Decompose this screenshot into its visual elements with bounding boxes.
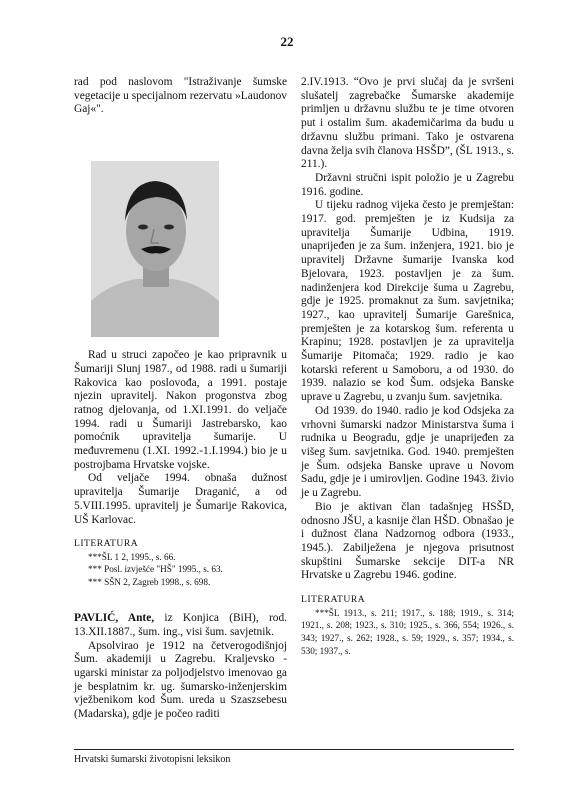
literature-text: ***ŠL 1913., s. 211; 1917., s. 188; 1919., s. 314; 1921., s. 208; 1923., s. 310; 1925., s. 366, 554; 1926., s. 343; 1927., s. 262; 1928., s. 59; 1929., s. 357; 1934., s. 530; 1937., s. <box>301 607 514 656</box>
entry-paragraph-3: Državni stručni ispit položio je u Zagrebu 1916. godine. <box>301 171 514 198</box>
footer-title: Hrvatski šumarski životopisni leksikon <box>74 754 231 765</box>
left-column <box>74 76 287 722</box>
page-number: 22 <box>280 34 294 49</box>
portrait-photo <box>91 161 219 337</box>
career-paragraph-2: Od veljače 1994. obnaša dužnost upravitelja Šumarije Draganić, a od 5.VIII.1995. upravitelj je Šumarije Rakovica, UŠ Karlovac. <box>74 472 287 526</box>
entry-heading <box>74 612 287 639</box>
entry-paragraph-6: Bio je aktivan član tadašnjeg HSŠD, odnosno JŠU, a kasnije član HŠD. Obnašao je i dužnost člana Nadzornog odbora (1933., 1945.). Zabilježena je njegova prisutnost skupštini Šumarske sekcije DIT-a NR Hrvatske u Zagrebu 1946. godine. <box>301 500 514 582</box>
career-paragraph-1: Rad u struci započeo je kao pripravnik u Šumariji Slunj 1987., od 1988. radi u šumariji Rakovica kao poslovođa, a 1991. postaje njezin upravitelj. Nakon progonstva zbog ratnog djelovanja, od 1.XI.1991. do veljače 1994. radi u Šumariji Jastrebarsko, kao pomoćnik upravitelja šumarije. U međuvremenu (1.XI. 1992.-1.I.1994.) bio je u postrojbama Hrvatske vojske. <box>74 349 287 471</box>
right-column <box>301 76 514 657</box>
entry-paragraph-5: Od 1939. do 1940. radio je kod Odsjeka za vrhovni šumarski nadzor Ministarstva šuma i rudnika u Beogradu, gdje je unaprijeđen za višeg šum. savjetnika. God. 1940. premješten je Šum. odsjeka Banske uprave u Novom Sadu, gdje je i umirovljen. Godine 1943. živio je u Zagrebu. <box>301 404 514 500</box>
intro-text: rad pod naslovom "Istraživanje šumske vegetacije u specijalnom rezervatu »Laudonov Gaj«". <box>74 76 287 116</box>
literature-label: LITERATURA <box>301 594 366 606</box>
literature-item: ***ŠL 1 2, 1995., s. 66. <box>88 551 176 562</box>
literature-item: *** SŠN 2, Zagreb 1998., s. 698. <box>88 576 211 587</box>
footer-rule <box>74 749 514 750</box>
literature-item: *** Posl. izvješće "HŠ" 1995., s. 63. <box>88 564 223 575</box>
entry-heading-text: iz Konjica (BiH), rod. 13.XII.1887., šum. ing., visi šum. savjetnik. <box>74 612 287 638</box>
portrait-image <box>91 161 219 337</box>
literature-label: LITERATURA <box>74 538 139 550</box>
entry-paragraph-1: Apsolvirao je 1912 na četverogodišnjoj Šum. akademiji u Zagrebu. Kraljevsko - ugarski ministar za poljodjelstvo imenovao ga je besplatnim kr. ug. šumarsko-inženjerskim vježbenikom kod Šum. ureda u Szaszsebesu (Madarska), gdje je počeo raditi <box>74 639 287 721</box>
entry-name: PAVLIĆ, Ante, <box>74 612 155 625</box>
entry-paragraph-4: U tijeku radnog vijeka često je premještan: 1917. god. premješten je iz Kudsija za upravitelja Šumarije Udbina, 1919. unaprijeđen je za šum. inženjera, 1921. bio je upravitelj Državne šumarije Ivanska kod Bjelovara, 1923. postavljen je za šum. nadinženjera kod Direkcije šuma u Zagrebu, gdje je 1925. promaknut za šum. savjetnika; 1927., kao upravitelj Šumarije Garešnica, premješten je za kotarskog šum. referenta u Krapinu; 1928. postavljen je za upravitelja Šumarije Pitomača; 1929. radio je kao kotarski referent u Samoboru, a od 1930. do 1939. nalazio se kod Šum. odsjeka Banske uprave u Zagrebu, u zvanju šum. savjetnika. <box>301 199 514 404</box>
entry-paragraph-2: 2.IV.1913. “Ovo je prvi slučaj da je svršeni slušatelj zagrebačke Šumarske akademije primljen u državnu službu te je time otvoren put i ostalim šum. akademičarima da budu u državnu službu primani. Tako je ostvarena davna želja svih članova HSŠD”, (ŠL 1913., s. 211.). <box>301 76 514 171</box>
